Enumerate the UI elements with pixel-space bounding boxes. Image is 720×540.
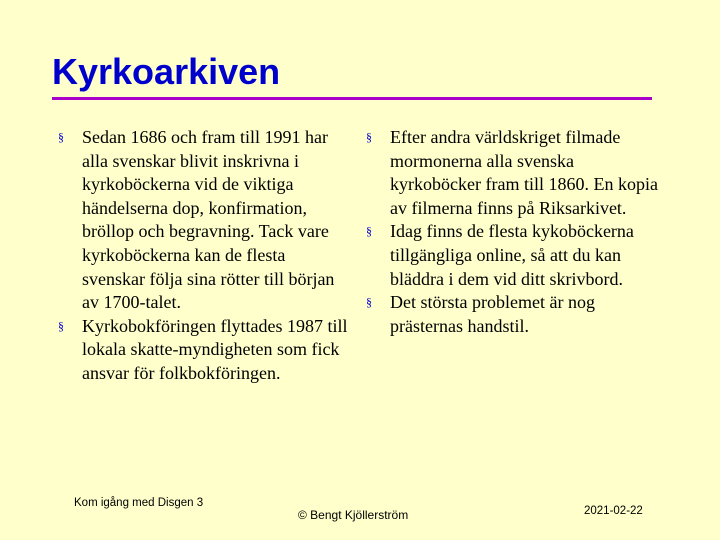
bullet-marker-icon: § bbox=[366, 130, 372, 144]
footer-copyright: © Bengt Kjöllerström bbox=[298, 508, 409, 522]
bullet-marker-icon: § bbox=[58, 130, 64, 144]
bullet-marker-icon: § bbox=[366, 224, 372, 239]
bullet-marker-icon: § bbox=[58, 318, 64, 333]
title-underline bbox=[52, 97, 652, 100]
bullet-text: Det största problemet är nog prästernas handstil. bbox=[390, 292, 595, 336]
right-column bbox=[366, 126, 666, 338]
bullet-item bbox=[58, 315, 348, 386]
bullet-item bbox=[366, 220, 666, 291]
bullet-item bbox=[58, 126, 348, 315]
footer-date: 2021-02-22 bbox=[584, 505, 643, 517]
left-column bbox=[58, 126, 348, 386]
bullet-item bbox=[366, 126, 666, 220]
bullet-text: Kyrkobokföringen flyttades 1987 till lokala skatte-myndigheten som fick ansvar för folkbokföringen. bbox=[82, 315, 348, 383]
bullet-marker-icon: § bbox=[366, 295, 372, 310]
slide-title: Kyrkoarkiven bbox=[52, 51, 281, 92]
bullet-text: Idag finns de flesta kykoböckerna tillgängliga online, så att du kan bläddra i dem vid ditt skrivbord. bbox=[390, 221, 634, 289]
bullet-text: Efter andra världskriget filmade mormonerna alla svenska kyrkoböcker fram till 1860. En kopia av filmerna finns på Riksarkivet. bbox=[390, 127, 658, 218]
bullet-text: Sedan 1686 och fram till 1991 har alla svenskar blivit inskrivna i kyrkoböckerna vid de viktiga händelserna dop, konfirmation, bröllop och begravning. Tack vare kyrkoböckerna kan de flesta svenskar följa sina rötter till början av 1700-talet. bbox=[82, 127, 335, 313]
footer-presentation-title: Kom igång med Disgen 3 bbox=[74, 497, 204, 509]
bullet-item bbox=[366, 291, 666, 338]
